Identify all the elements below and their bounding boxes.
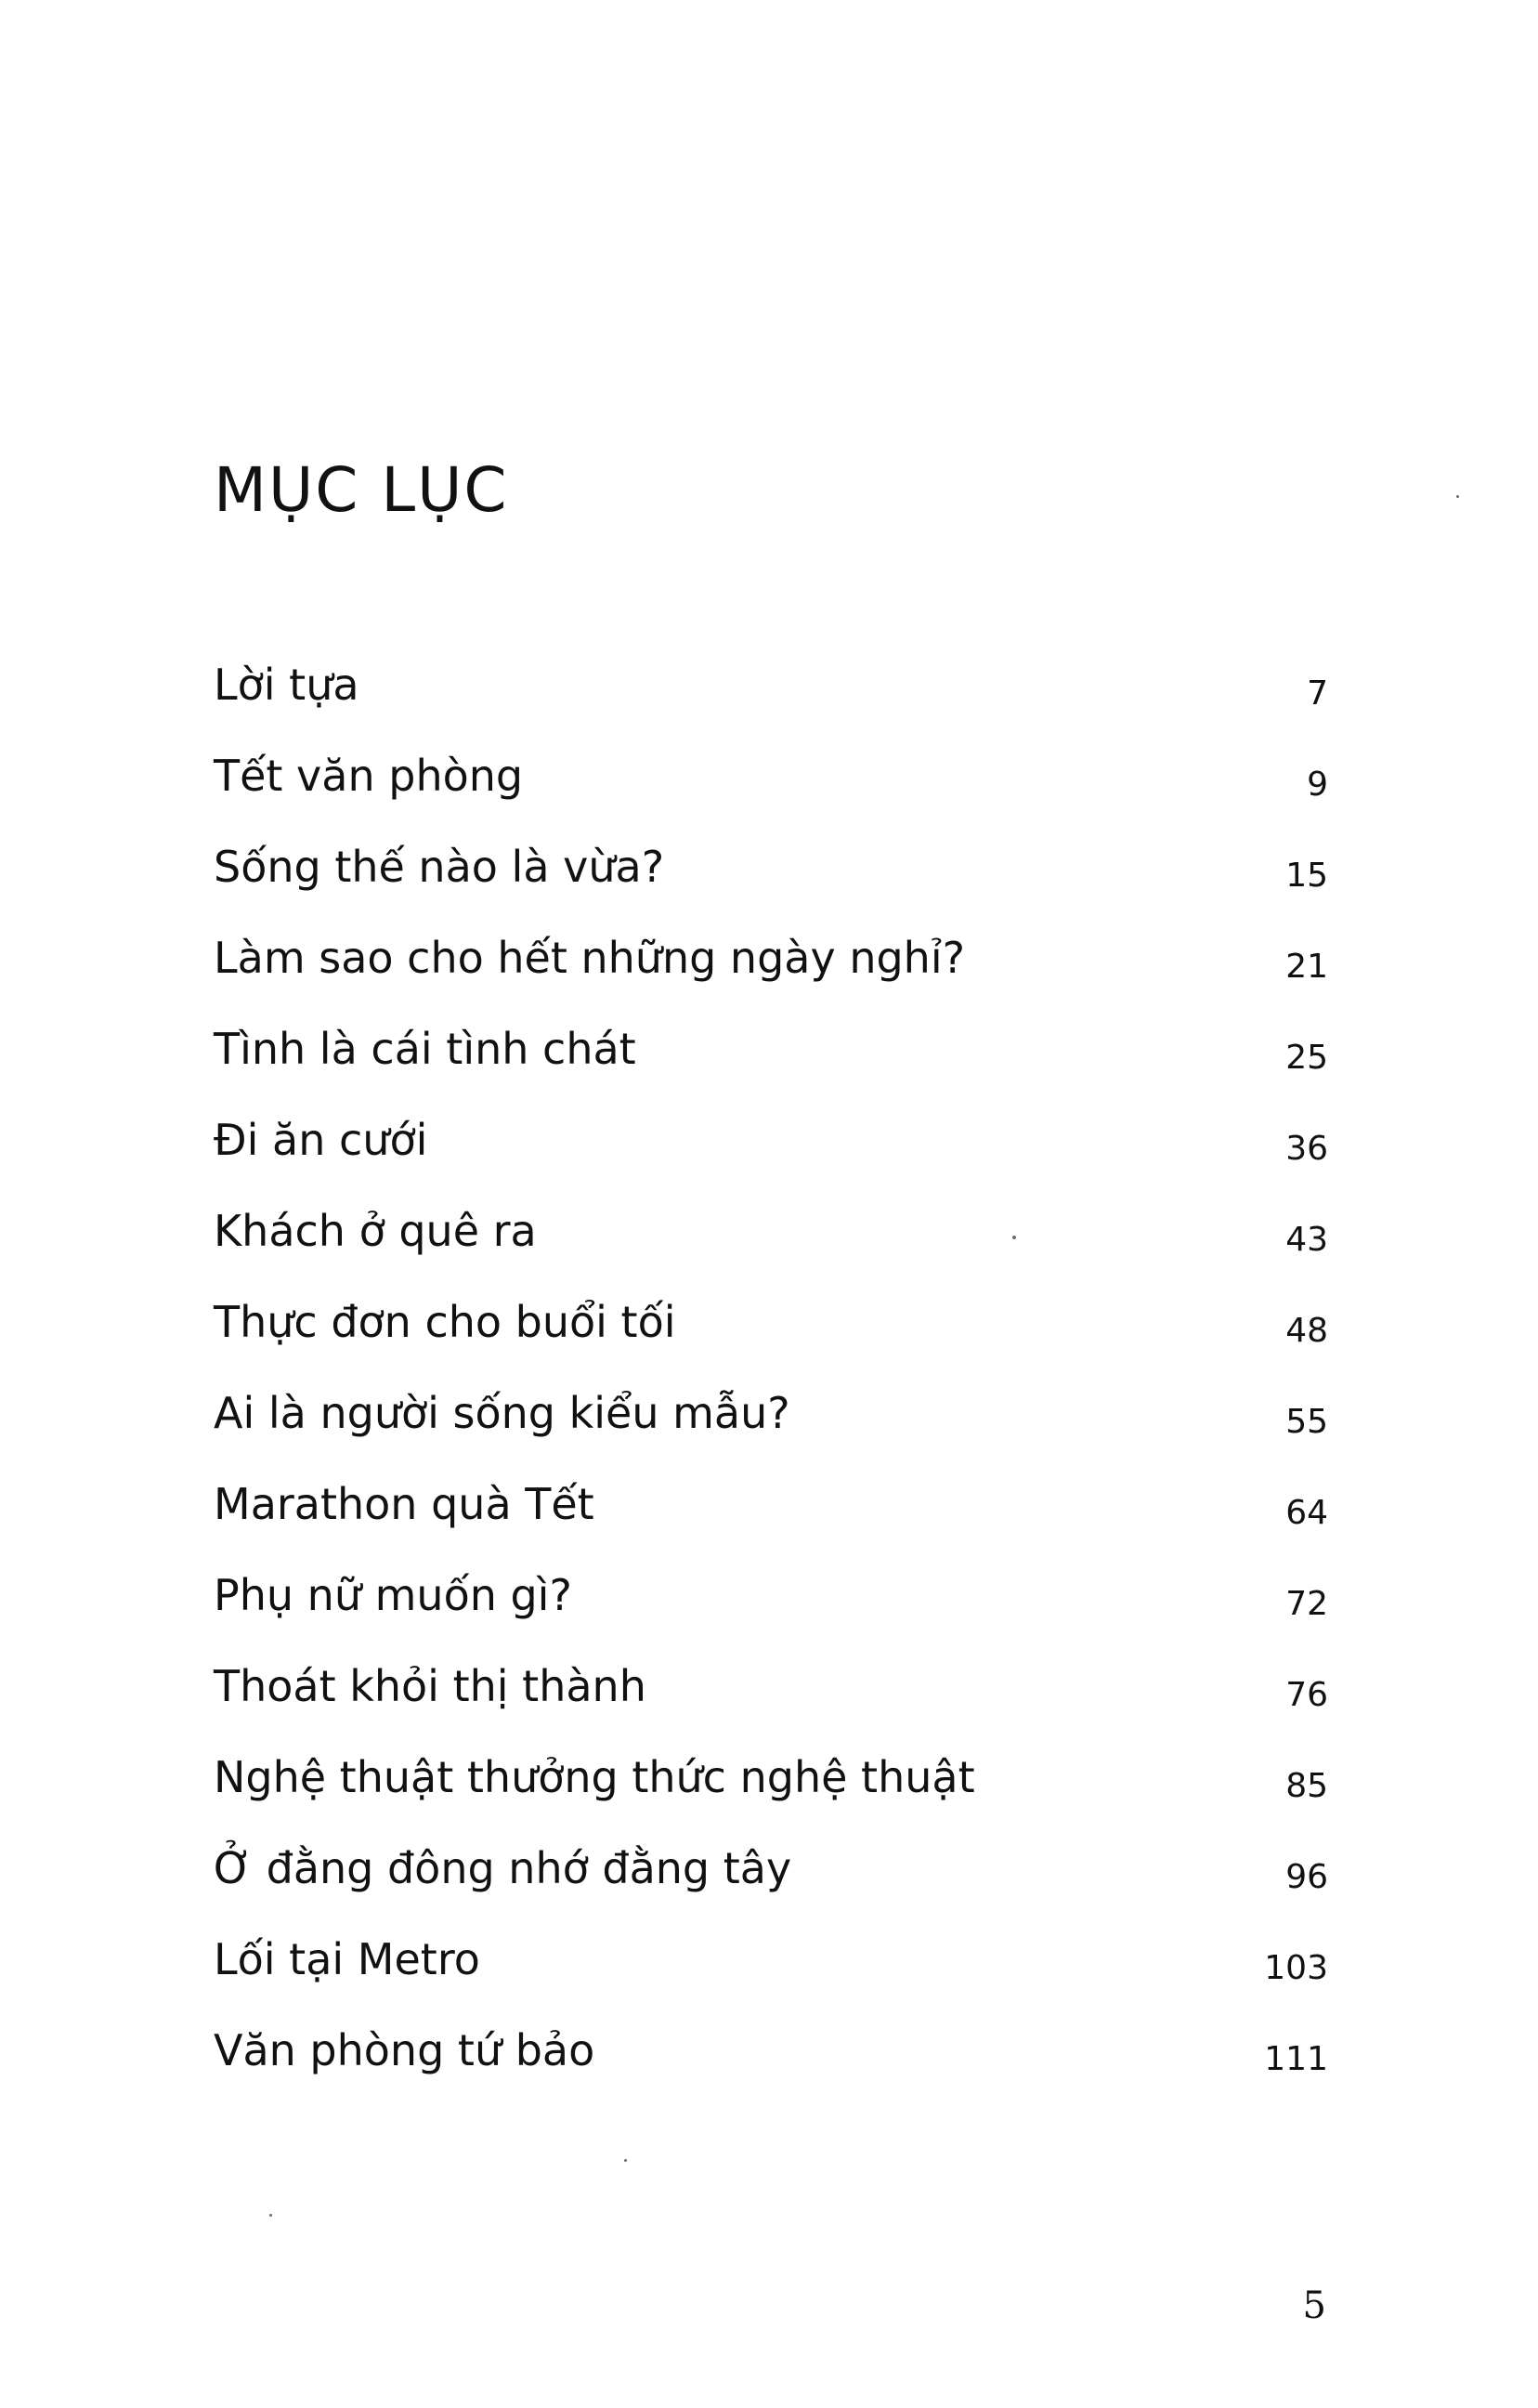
toc-entry-page: 85 (1285, 1767, 1328, 1805)
toc-entry-page: 25 (1285, 1039, 1328, 1077)
toc-entry-title: Đi ăn cưới (214, 1115, 428, 1165)
toc-entry (214, 1930, 1328, 2021)
toc-entry-title: Tình là cái tình chát (214, 1024, 636, 1074)
toc-entry (214, 655, 1328, 746)
toc-entry-title: Ở đằng đông nhớ đằng tây (214, 1843, 792, 1893)
scan-speck (624, 2159, 627, 2162)
toc-entry (214, 1656, 1328, 1747)
toc-entry-title: Khách ở quê ra (214, 1206, 537, 1256)
toc-entry (214, 1474, 1328, 1565)
toc-entry (214, 1292, 1328, 1383)
toc-entry-page: 103 (1264, 1949, 1328, 1987)
toc-entry-title: Thoát khỏi thị thành (214, 1661, 646, 1711)
toc-entry-title: Phụ nữ muốn gì? (214, 1570, 572, 1620)
toc-entry (214, 1019, 1328, 1110)
toc-entry-page: 21 (1285, 948, 1328, 986)
toc-entry-title: Sống thế nào là vừa? (214, 842, 665, 892)
toc-entry-page: 64 (1285, 1494, 1328, 1532)
table-of-contents (214, 655, 1328, 2112)
scan-speck (269, 2214, 272, 2217)
toc-entry-page: 15 (1285, 857, 1328, 895)
toc-entry-page: 76 (1285, 1676, 1328, 1714)
toc-entry-title: Nghệ thuật thưởng thức nghệ thuật (214, 1752, 975, 1802)
page-number: 5 (1302, 2284, 1326, 2327)
toc-entry-title: Ai là người sống kiểu mẫu? (214, 1388, 790, 1438)
toc-entry-page: 7 (1307, 674, 1328, 713)
toc-entry (214, 837, 1328, 928)
toc-entry-title: Tết văn phòng (214, 751, 524, 801)
scan-speck (1012, 1236, 1016, 1239)
toc-entry (214, 1383, 1328, 1474)
toc-entry-title: Văn phòng tứ bảo (214, 2025, 595, 2075)
toc-entry-page: 48 (1285, 1312, 1328, 1350)
toc-entry-title: Lời tựa (214, 660, 359, 710)
toc-entry-page: 111 (1264, 2040, 1328, 2078)
toc-entry-page: 55 (1285, 1403, 1328, 1441)
toc-entry (214, 1747, 1328, 1839)
toc-entry-title: Thực đơn cho buổi tối (214, 1297, 676, 1347)
toc-entry-page: 36 (1285, 1130, 1328, 1168)
toc-entry (214, 1839, 1328, 1930)
toc-entry-page: 43 (1285, 1221, 1328, 1259)
toc-entry-title: Lối tại Metro (214, 1934, 480, 1984)
toc-entry-title: Làm sao cho hết những ngày nghỉ? (214, 933, 966, 983)
toc-entry (214, 1110, 1328, 1201)
toc-entry-page: 9 (1307, 766, 1328, 804)
page-title: MỤC LỤC (214, 454, 509, 526)
toc-entry (214, 746, 1328, 837)
toc-entry (214, 2021, 1328, 2112)
toc-entry (214, 1201, 1328, 1292)
scan-speck (1456, 495, 1459, 498)
toc-entry-page: 96 (1285, 1858, 1328, 1896)
toc-entry (214, 928, 1328, 1019)
toc-entry-title: Marathon quà Tết (214, 1479, 594, 1529)
toc-entry (214, 1565, 1328, 1656)
toc-entry-page: 72 (1285, 1585, 1328, 1623)
